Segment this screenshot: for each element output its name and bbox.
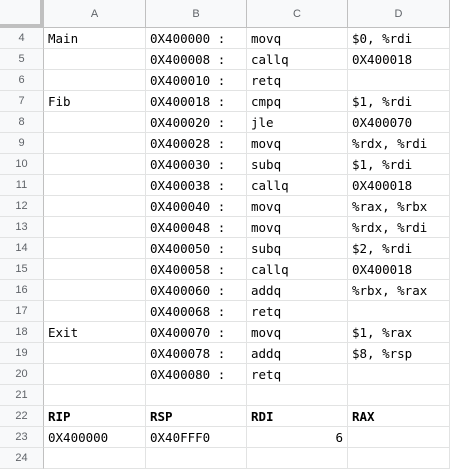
cell-d17[interactable] xyxy=(348,301,450,322)
cell-c23[interactable]: 6 xyxy=(247,427,348,448)
row-header[interactable]: 18 xyxy=(0,322,44,343)
column-header-a[interactable]: A xyxy=(44,0,146,28)
cell-b18[interactable]: 0X400070 : xyxy=(146,322,247,343)
cell-a4[interactable]: Main xyxy=(44,28,146,49)
cell-b14[interactable]: 0X400050 : xyxy=(146,238,247,259)
cell-b13[interactable]: 0X400048 : xyxy=(146,217,247,238)
cell-c11[interactable]: callq xyxy=(247,175,348,196)
cell-d24[interactable] xyxy=(348,448,450,469)
cell-a23[interactable]: 0X400000 xyxy=(44,427,146,448)
cell-c18[interactable]: movq xyxy=(247,322,348,343)
row-header[interactable]: 15 xyxy=(0,259,44,280)
cell-a11[interactable] xyxy=(44,175,146,196)
cell-d21[interactable] xyxy=(348,385,450,406)
cell-b21[interactable] xyxy=(146,385,247,406)
cell-c24[interactable] xyxy=(247,448,348,469)
cell-a7[interactable]: Fib xyxy=(44,91,146,112)
row-header[interactable]: 8 xyxy=(0,112,44,133)
cell-a17[interactable] xyxy=(44,301,146,322)
cell-b5[interactable]: 0X400008 : xyxy=(146,49,247,70)
cell-c15[interactable]: callq xyxy=(247,259,348,280)
row-header[interactable]: 10 xyxy=(0,154,44,175)
cell-d18[interactable]: $1, %rax xyxy=(348,322,450,343)
cell-a10[interactable] xyxy=(44,154,146,175)
cell-d9[interactable]: %rdx, %rdi xyxy=(348,133,450,154)
row-header[interactable]: 9 xyxy=(0,133,44,154)
cell-c8[interactable]: jle xyxy=(247,112,348,133)
cell-d23[interactable] xyxy=(348,427,450,448)
row-header[interactable]: 23 xyxy=(0,427,44,448)
cell-d13[interactable]: %rdx, %rdi xyxy=(348,217,450,238)
cell-c6[interactable]: retq xyxy=(247,70,348,91)
cell-c10[interactable]: subq xyxy=(247,154,348,175)
cell-c4[interactable]: movq xyxy=(247,28,348,49)
column-header-d[interactable]: D xyxy=(348,0,450,28)
row-header[interactable]: 16 xyxy=(0,280,44,301)
cell-b8[interactable]: 0X400020 : xyxy=(146,112,247,133)
cell-a15[interactable] xyxy=(44,259,146,280)
column-header-c[interactable]: C xyxy=(247,0,348,28)
column-header-b[interactable]: B xyxy=(146,0,247,28)
cell-a13[interactable] xyxy=(44,217,146,238)
cell-b17[interactable]: 0X400068 : xyxy=(146,301,247,322)
row-header[interactable]: 22 xyxy=(0,406,44,427)
cell-d10[interactable]: $1, %rdi xyxy=(348,154,450,175)
row-header[interactable]: 21 xyxy=(0,385,44,406)
row-header[interactable]: 11 xyxy=(0,175,44,196)
cell-a20[interactable] xyxy=(44,364,146,385)
cell-c22[interactable]: RDI xyxy=(247,406,348,427)
cell-c9[interactable]: movq xyxy=(247,133,348,154)
cell-d22[interactable]: RAX xyxy=(348,406,450,427)
cell-a9[interactable] xyxy=(44,133,146,154)
row-header[interactable]: 20 xyxy=(0,364,44,385)
cell-c5[interactable]: callq xyxy=(247,49,348,70)
row-header[interactable]: 17 xyxy=(0,301,44,322)
cell-d19[interactable]: $8, %rsp xyxy=(348,343,450,364)
cell-a21[interactable] xyxy=(44,385,146,406)
cell-c7[interactable]: cmpq xyxy=(247,91,348,112)
cell-a18[interactable]: Exit xyxy=(44,322,146,343)
cell-c19[interactable]: addq xyxy=(247,343,348,364)
cell-c13[interactable]: movq xyxy=(247,217,348,238)
cell-a8[interactable] xyxy=(44,112,146,133)
cell-a12[interactable] xyxy=(44,196,146,217)
cell-b16[interactable]: 0X400060 : xyxy=(146,280,247,301)
cell-d16[interactable]: %rbx, %rax xyxy=(348,280,450,301)
cell-b4[interactable]: 0X400000 : xyxy=(146,28,247,49)
row-header[interactable]: 4 xyxy=(0,28,44,49)
cell-b12[interactable]: 0X400040 : xyxy=(146,196,247,217)
cell-a14[interactable] xyxy=(44,238,146,259)
cell-d7[interactable]: $1, %rdi xyxy=(348,91,450,112)
cell-c16[interactable]: addq xyxy=(247,280,348,301)
cell-d5[interactable]: 0X400018 xyxy=(348,49,450,70)
cell-d11[interactable]: 0X400018 xyxy=(348,175,450,196)
cell-d4[interactable]: $0, %rdi xyxy=(348,28,450,49)
cell-d15[interactable]: 0X400018 xyxy=(348,259,450,280)
row-header[interactable]: 13 xyxy=(0,217,44,238)
row-header[interactable]: 7 xyxy=(0,91,44,112)
cell-b20[interactable]: 0X400080 : xyxy=(146,364,247,385)
cell-a24[interactable] xyxy=(44,448,146,469)
cell-d8[interactable]: 0X400070 xyxy=(348,112,450,133)
cell-c17[interactable]: retq xyxy=(247,301,348,322)
cell-a6[interactable] xyxy=(44,70,146,91)
cell-b9[interactable]: 0X400028 : xyxy=(146,133,247,154)
row-header[interactable]: 5 xyxy=(0,49,44,70)
cell-c21[interactable] xyxy=(247,385,348,406)
cell-c20[interactable]: retq xyxy=(247,364,348,385)
cell-b6[interactable]: 0X400010 : xyxy=(146,70,247,91)
row-header[interactable]: 12 xyxy=(0,196,44,217)
row-header[interactable]: 24 xyxy=(0,448,44,469)
cell-d12[interactable]: %rax, %rbx xyxy=(348,196,450,217)
cell-b7[interactable]: 0X400018 : xyxy=(146,91,247,112)
cell-b15[interactable]: 0X400058 : xyxy=(146,259,247,280)
cell-b10[interactable]: 0X400030 : xyxy=(146,154,247,175)
cell-d20[interactable] xyxy=(348,364,450,385)
cell-a5[interactable] xyxy=(44,49,146,70)
cell-b24[interactable] xyxy=(146,448,247,469)
cell-d6[interactable] xyxy=(348,70,450,91)
cell-a22[interactable]: RIP xyxy=(44,406,146,427)
cell-b23[interactable]: 0X40FFF0 xyxy=(146,427,247,448)
cell-d14[interactable]: $2, %rdi xyxy=(348,238,450,259)
row-header[interactable]: 19 xyxy=(0,343,44,364)
row-header[interactable]: 14 xyxy=(0,238,44,259)
cell-b11[interactable]: 0X400038 : xyxy=(146,175,247,196)
select-all-corner[interactable] xyxy=(0,0,44,28)
cell-a19[interactable] xyxy=(44,343,146,364)
cell-a16[interactable] xyxy=(44,280,146,301)
cell-c12[interactable]: movq xyxy=(247,196,348,217)
cell-c14[interactable]: subq xyxy=(247,238,348,259)
cell-b19[interactable]: 0X400078 : xyxy=(146,343,247,364)
row-header[interactable]: 6 xyxy=(0,70,44,91)
cell-b22[interactable]: RSP xyxy=(146,406,247,427)
